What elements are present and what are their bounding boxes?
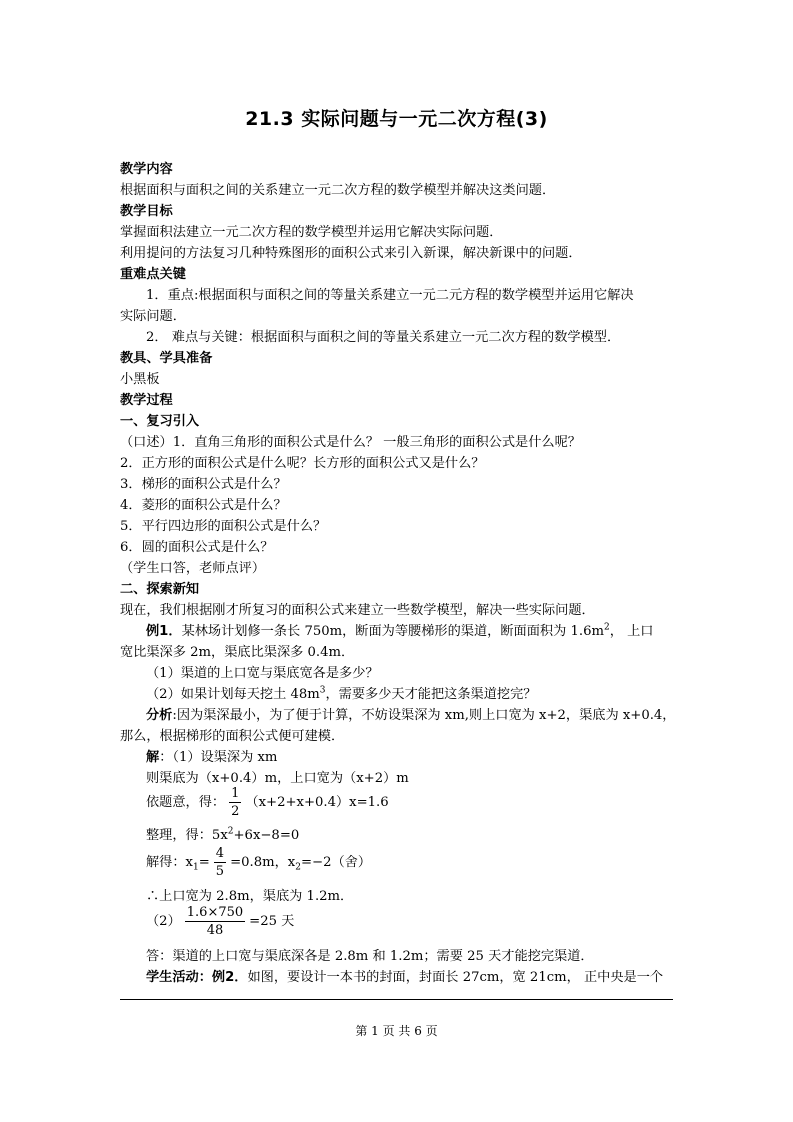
activity-label: 学生活动：例2． <box>146 970 248 985</box>
solution-5b: =0.8m，x <box>230 855 296 870</box>
review-q3: 3．梯形的面积公式是什么？ <box>120 477 287 492</box>
fraction-four-fifths-num: 4 <box>215 846 225 861</box>
analysis-text: :因为渠深最小，为了便于计算，不妨设渠深为 xm,则上口宽为 x+2，渠底为 x+0.4， <box>172 708 676 723</box>
solution-4b: +6x−8=0 <box>233 828 300 843</box>
solution-5-sub2: 2 <box>295 862 301 873</box>
example-1-question-1: （1）渠道的上口宽与渠底宽各是多少？ <box>146 666 379 681</box>
review-q4: 4．菱形的面积公式是什么？ <box>120 498 287 513</box>
analysis-line-2: 那么，根据梯形的面积公式便可建模． <box>120 729 345 744</box>
heading-review: 一、复习引入 <box>120 414 200 429</box>
heading-process: 教学过程 <box>120 393 173 408</box>
example-1-sup: 2 <box>603 622 610 633</box>
example-1-label: 例1． <box>146 624 182 639</box>
fraction-half <box>229 787 241 818</box>
key-1a: 1．重点:根据面积与面积之间的等量关系建立一元二元方程的数学模型并运用它解决 <box>146 288 634 303</box>
solution-line-1 <box>146 747 706 768</box>
analysis-line-1 <box>146 705 706 726</box>
content-text: 根据面积与面积之间的关系建立一元二次方程的数学模型并解决这类问题． <box>120 183 556 198</box>
q2-text-b: ，需要多少天才能把这条渠道挖完？ <box>325 687 537 702</box>
example-1-text: 某林场计划修一条长 750m，断面为等腰梯形的渠道，断面面积为 1.6m <box>181 624 604 639</box>
example-1-question-2 <box>146 684 706 705</box>
solution-5-sub1: 1 <box>193 862 199 873</box>
goal-1: 掌握面积法建立一元二次方程的数学模型并运用它解决实际问题． <box>120 225 503 240</box>
solution-5a: 解得：x <box>146 855 193 870</box>
heading-explore: 二、探索新知 <box>120 582 200 597</box>
key-1b: 实际问题． <box>120 309 186 324</box>
solution-5 <box>146 846 706 880</box>
solution-3 <box>146 786 706 820</box>
review-note: （学生口答，老师点评） <box>120 561 266 576</box>
analysis-label: 分析 <box>146 708 173 723</box>
page-title: 21.3 实际问题与一元二次方程(3) <box>245 108 548 130</box>
solution-4a: 整理，得：5x <box>146 828 228 843</box>
fraction-days-num: 1.6×750 <box>186 905 244 920</box>
solution-label: 解 <box>146 750 160 765</box>
fraction-days-den: 48 <box>206 923 224 938</box>
explore-intro: 现在，我们根据刚才所复习的面积公式来建立一些数学模型，解决一些实际问题． <box>120 603 595 618</box>
fraction-four-fifths-den: 5 <box>215 864 225 879</box>
solution-3b: （x+2+x+0.4）x=1.6 <box>245 795 389 810</box>
review-q6: 6．圆的面积公式是什么？ <box>120 540 274 555</box>
key-2: 2． 难点与关键：根据面积与面积之间的等量关系建立一元二次方程的数学模型． <box>146 330 621 345</box>
example-1-line-1 <box>146 621 706 642</box>
solution-3a: 依题意，得： <box>146 795 226 810</box>
example-1-tail: ， 上口 <box>609 624 654 639</box>
tools-text: 小黑板 <box>120 372 160 387</box>
solution-5-eq: = <box>198 855 210 870</box>
heading-content: 教学内容 <box>120 162 173 177</box>
solution-7a: （2） <box>146 914 181 929</box>
solution-7b: =25 天 <box>249 914 295 929</box>
solution-2: 则渠底为（x+0.4）m，上口宽为（x+2）m <box>146 771 409 786</box>
heading-tools: 教具、学具准备 <box>120 351 213 366</box>
activity-line <box>146 967 706 988</box>
solution-7 <box>146 905 706 939</box>
solution-5c: =−2（舍） <box>300 855 372 870</box>
heading-goal: 教学目标 <box>120 204 173 219</box>
fraction-half-num: 1 <box>231 786 240 801</box>
fraction-days <box>185 906 245 937</box>
solution-1: ：（1）设渠深为 xm <box>159 750 278 765</box>
review-q5: 5．平行四边形的面积公式是什么？ <box>120 519 327 534</box>
review-q1: （口述）1．直角三角形的面积公式是什么？ 一般三角形的面积公式是什么呢？ <box>120 435 581 450</box>
activity-text: 如图，要设计一本书的封面，封面长 27cm，宽 21cm， 正中央是一个 <box>247 970 664 985</box>
q2-sup: 3 <box>319 685 326 696</box>
page-footer: 第 1 页 共 6 页 <box>355 1024 438 1038</box>
solution-6: ∴上口宽为 2.8m，渠底为 1.2m． <box>146 889 354 904</box>
review-q2: 2．正方形的面积公式是什么呢？长方形的面积公式又是什么？ <box>120 456 485 471</box>
fraction-half-den: 2 <box>231 804 240 819</box>
example-1-line-2: 宽比渠深多 2m，渠底比渠深多 0.4m． <box>120 645 355 660</box>
answer: 答：渠道的上口宽与渠底深各是 2.8m 和 1.2m；需要 25 天才能挖完渠道． <box>146 949 594 964</box>
q2-text-a: （2）如果计划每天挖土 48m <box>146 687 320 702</box>
fraction-four-fifths <box>214 847 226 878</box>
solution-4-sup: 2 <box>227 826 234 837</box>
solution-4 <box>146 825 706 846</box>
heading-key: 重难点关键 <box>120 267 186 282</box>
footer-rule <box>120 999 673 1000</box>
goal-2: 利用提问的方法复习几种特殊图形的面积公式来引入新课，解决新课中的问题． <box>120 246 582 261</box>
